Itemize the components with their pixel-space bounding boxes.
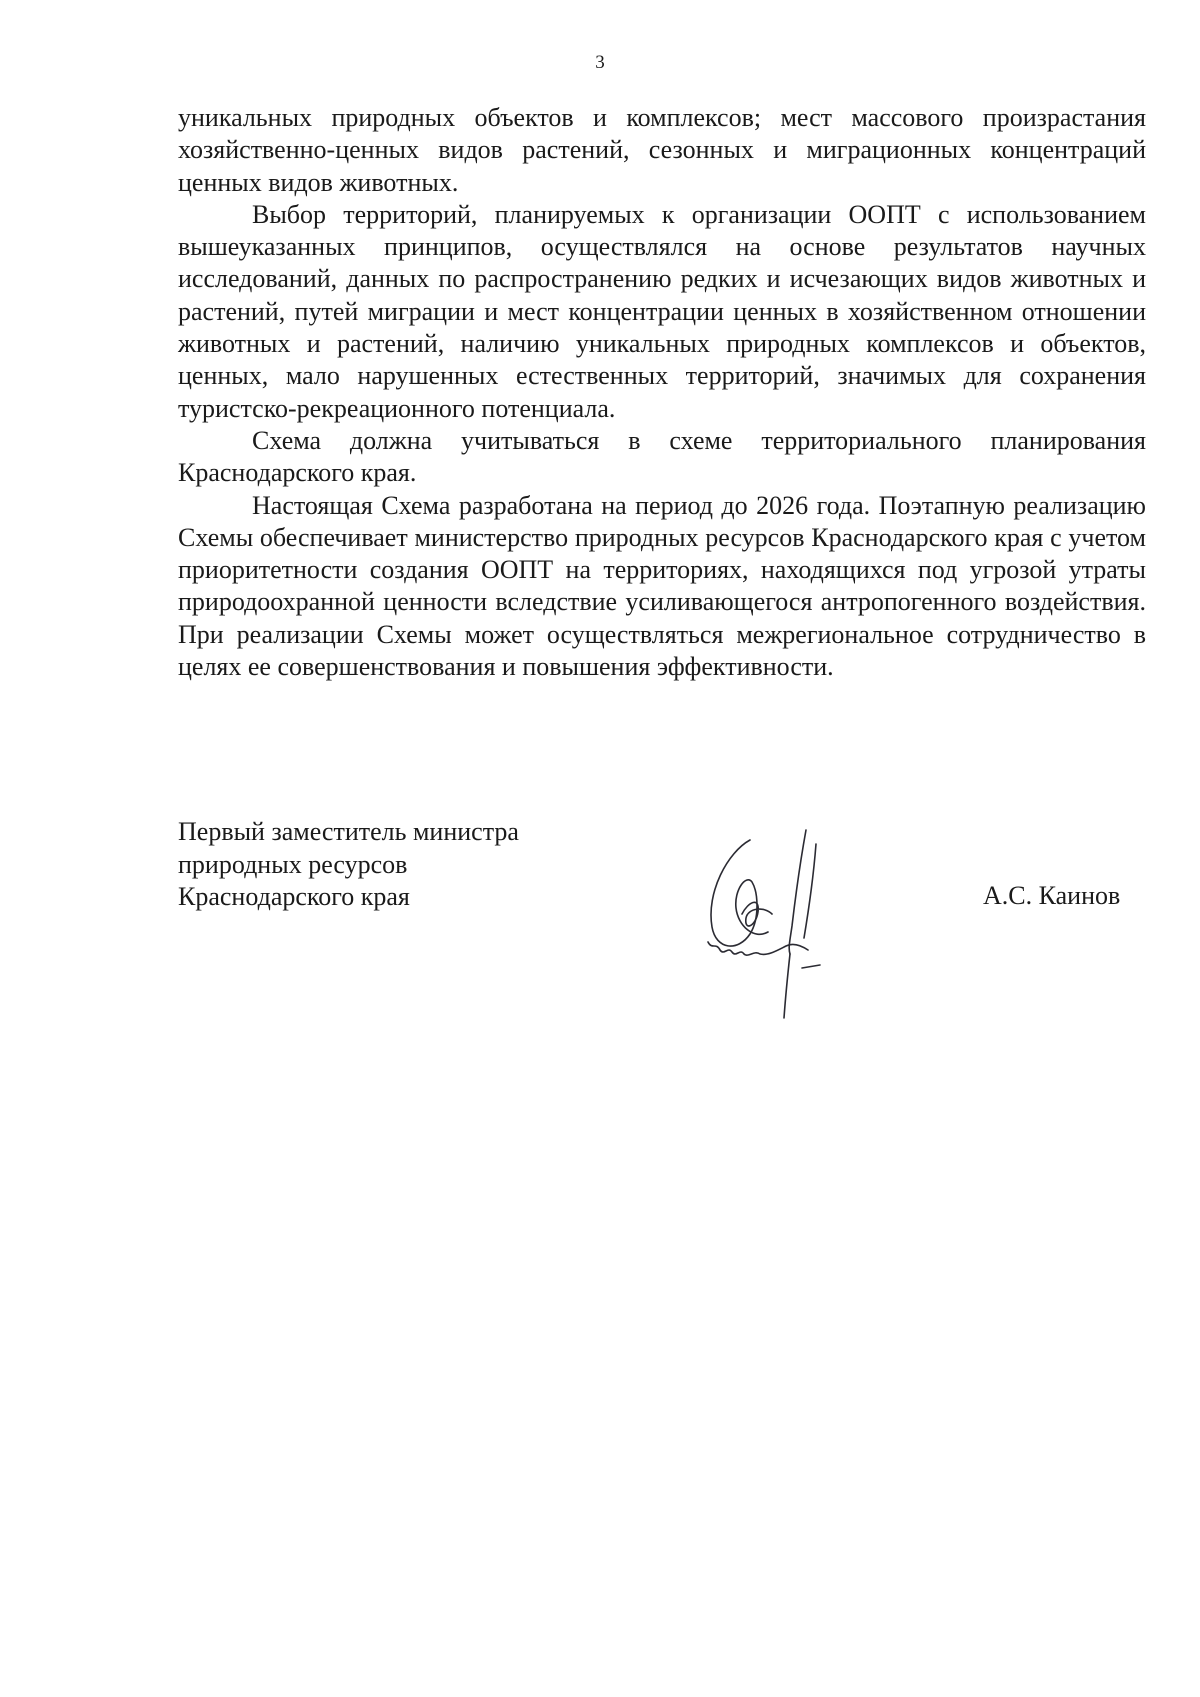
paragraph-3: Схема должна учитываться в схеме территориального планирования Краснодарского края. [178, 425, 1146, 488]
signer-position [178, 816, 519, 914]
document-body [178, 102, 1146, 683]
signer-position-line-2: природных ресурсов [178, 849, 408, 879]
signer-position-line-3: Краснодарского края [178, 882, 410, 911]
signer-position-line-1: Первый заместитель министра [178, 817, 519, 846]
signer-name: А.С. Каинов [983, 881, 1121, 910]
paragraph-4: Настоящая Схема разработана на период до 2026 года. Поэтапную реализацию Схемы обеспечивает министерство природных ресурсов Краснодарского края с учетом приоритетности создания ООПТ на территориях, находящихся под угрозой утраты природоохранной ценности вследствие усиливающегося антропогенного воздействия. При реализации Схемы может осуществляться межрегиональное сотрудничество в целях ее совершенствования и повышения эффективности. [178, 490, 1146, 682]
handwritten-signature [698, 822, 878, 1022]
paragraph-2: Выбор территорий, планируемых к организации ООПТ с использованием вышеуказанных принципов, осуществлялся на основе результатов научных исследований, данных по распространению редких и исчезающих видов животных и растений, путей миграции и мест концентрации ценных в хозяйственном отношении животных и растений, наличию уникальных природных комплексов и объектов, ценных, мало нарушенных естественных территорий, значимых для сохранения туристско-рекреационного потенциала. [178, 199, 1146, 423]
paragraph-1: уникальных природных объектов и комплексов; мест массового произрастания хозяйственно-ценных видов растений, сезонных и миграционных концентраций ценных видов животных. [178, 103, 1146, 197]
page-number: 3 [595, 52, 605, 73]
